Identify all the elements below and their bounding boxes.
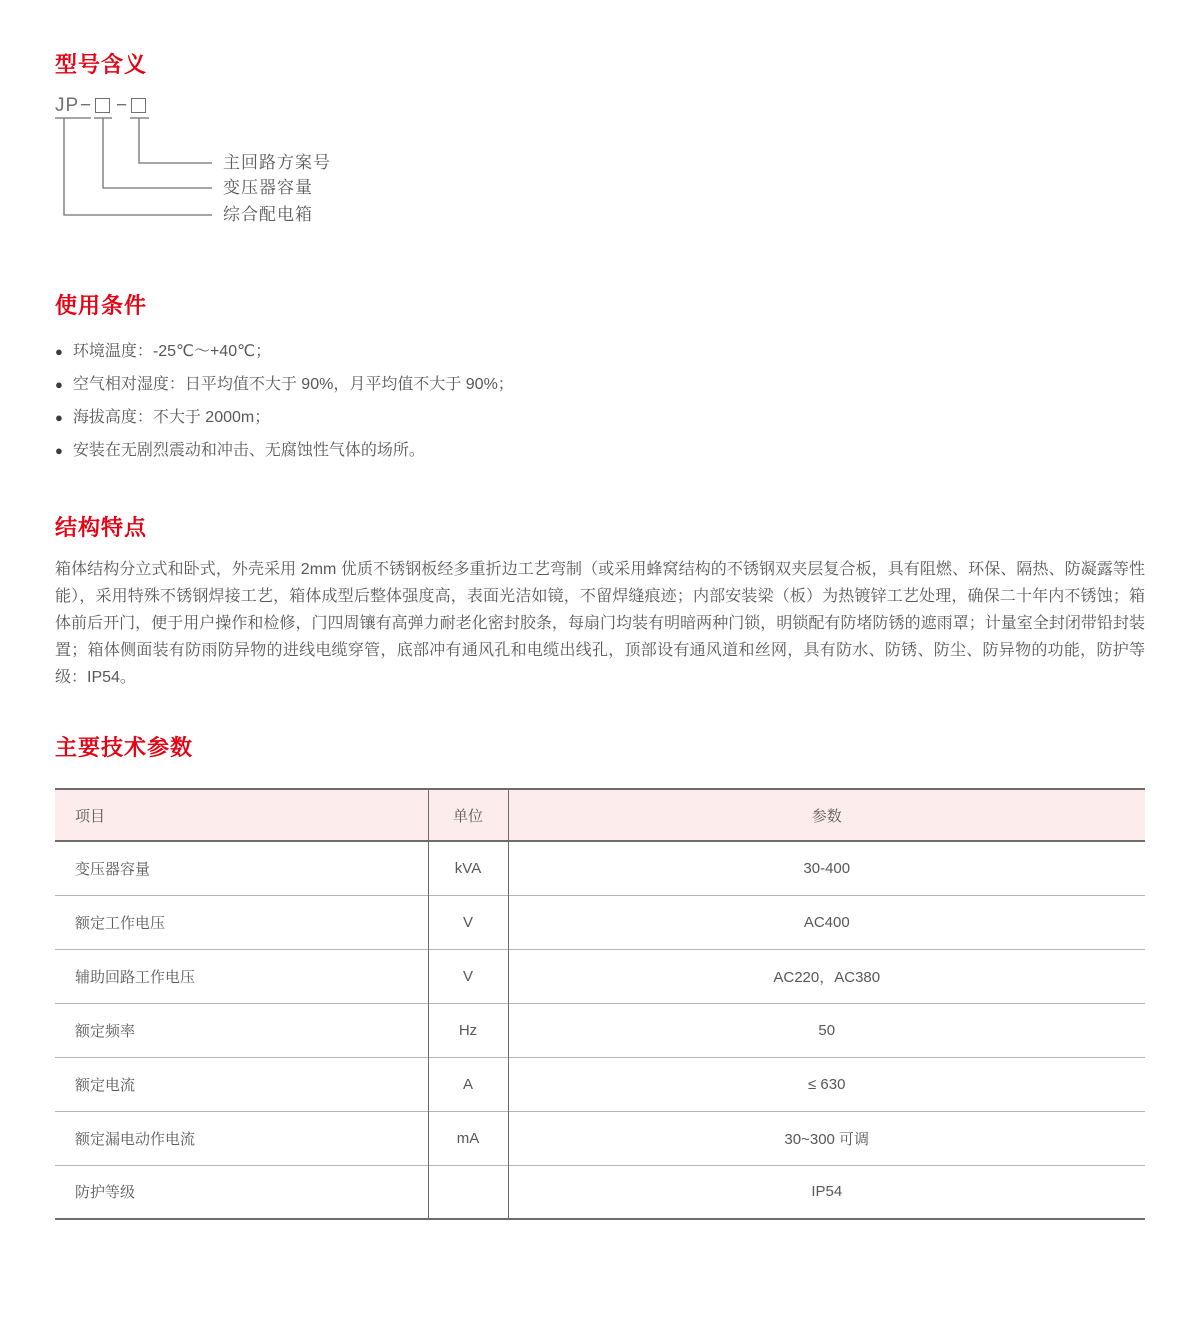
table-cell: AC400 bbox=[508, 895, 1145, 949]
table-cell: 额定漏电动作电流 bbox=[55, 1111, 428, 1165]
table-cell: 防护等级 bbox=[55, 1165, 428, 1219]
model-label-transformer-capacity: 变压器容量 bbox=[223, 178, 313, 197]
table-row bbox=[55, 1057, 1145, 1111]
condition-text: 海拔高度：不大于 2000m； bbox=[72, 409, 271, 426]
catalog-page bbox=[0, 52, 1200, 1329]
table-cell: V bbox=[428, 895, 508, 949]
condition-item bbox=[55, 335, 1145, 368]
section-heading-technical-parameters: 主要技术参数 bbox=[55, 735, 194, 760]
table-cell: Hz bbox=[428, 1003, 508, 1057]
table-cell: AC220，AC380 bbox=[508, 949, 1145, 1003]
table-row bbox=[55, 1111, 1145, 1165]
model-dash: − bbox=[116, 95, 128, 116]
table-header-cell: 单位 bbox=[428, 789, 508, 841]
parameters-table bbox=[55, 788, 1145, 1220]
model-code-diagram bbox=[55, 96, 1145, 231]
section-heading-usage-conditions: 使用条件 bbox=[55, 293, 148, 318]
table-row bbox=[55, 895, 1145, 949]
table-cell: 辅助回路工作电压 bbox=[55, 949, 428, 1003]
bullet-icon: ● bbox=[55, 344, 63, 359]
table-cell bbox=[428, 1165, 508, 1219]
condition-item bbox=[55, 434, 1145, 467]
conditions-list bbox=[55, 335, 1145, 467]
table-header-row bbox=[55, 789, 1145, 841]
table-cell: 50 bbox=[508, 1003, 1145, 1057]
condition-item bbox=[55, 401, 1145, 434]
model-label-main-circuit-scheme: 主回路方案号 bbox=[223, 153, 331, 172]
table-row bbox=[55, 949, 1145, 1003]
bullet-icon: ● bbox=[55, 443, 63, 458]
table-cell: 额定频率 bbox=[55, 1003, 428, 1057]
table-cell: ≤ 630 bbox=[508, 1057, 1145, 1111]
table-cell: 变压器容量 bbox=[75, 860, 151, 878]
bullet-icon: ● bbox=[55, 377, 63, 392]
table-cell: 额定电流 bbox=[55, 1057, 428, 1111]
section-heading-model-meaning: 型号含义 bbox=[55, 52, 148, 77]
condition-text: 安装在无剧烈震动和冲击、无腐蚀性气体的场所。 bbox=[72, 442, 425, 459]
condition-text: 空气相对湿度：日平均值不大于 90%，月平均值不大于 90%； bbox=[72, 376, 514, 393]
model-placeholder-box bbox=[95, 98, 110, 113]
model-prefix: JP bbox=[55, 95, 80, 116]
table-cell: 30-400 bbox=[508, 841, 1145, 895]
table-cell: 30~300 可调 bbox=[508, 1111, 1145, 1165]
parameters-table-body bbox=[55, 841, 1145, 1219]
condition-item bbox=[55, 368, 1145, 401]
table-cell: V bbox=[428, 949, 508, 1003]
table-row bbox=[55, 841, 1145, 895]
model-placeholder-box bbox=[131, 98, 146, 113]
model-dash: − bbox=[80, 95, 92, 116]
condition-text: 环境温度：-25℃～+40℃； bbox=[72, 343, 272, 360]
model-label-distribution-box: 综合配电箱 bbox=[223, 205, 313, 224]
table-cell: IP54 bbox=[508, 1165, 1145, 1219]
section-heading-structure-features: 结构特点 bbox=[55, 515, 148, 540]
table-cell: 额定工作电压 bbox=[55, 895, 428, 949]
table-cell: kVA bbox=[428, 841, 508, 895]
structure-paragraph: 箱体结构分立式和卧式，外壳采用 2mm 优质不锈钢板经多重折边工艺弯制（或采用蜂窝结构的不锈钢双夹层复合板，具有阻燃、环保、隔热、防凝露等性能），采用特殊不锈钢焊接工艺，箱体成型后整体强度高，表面光洁如镜，不留焊缝痕迹；内部安装梁（板）为热镀锌工艺处理，确保二十年内不锈蚀；箱体前后开门，便于用户操作和检修，门四周镶有高弹力耐老化密封胶条，每扇门均装有明暗两种门锁，明锁配有防堵防锈的遮雨罩；计量室全封闭带铅封装置；箱体侧面装有防雨防异物的进线电缆穿管，底部冲有通风孔和电缆出线孔，顶部设有通风道和丝网，具有防水、防锈、防尘、防异物的功能，防护等级：IP54。 bbox=[55, 561, 1145, 686]
table-cell: mA bbox=[428, 1111, 508, 1165]
table-header-cell: 项目 bbox=[55, 789, 428, 841]
table-row bbox=[55, 1003, 1145, 1057]
bullet-icon: ● bbox=[55, 410, 63, 425]
table-cell: A bbox=[428, 1057, 508, 1111]
table-header-cell: 参数 bbox=[508, 789, 1145, 841]
table-row bbox=[55, 1165, 1145, 1219]
